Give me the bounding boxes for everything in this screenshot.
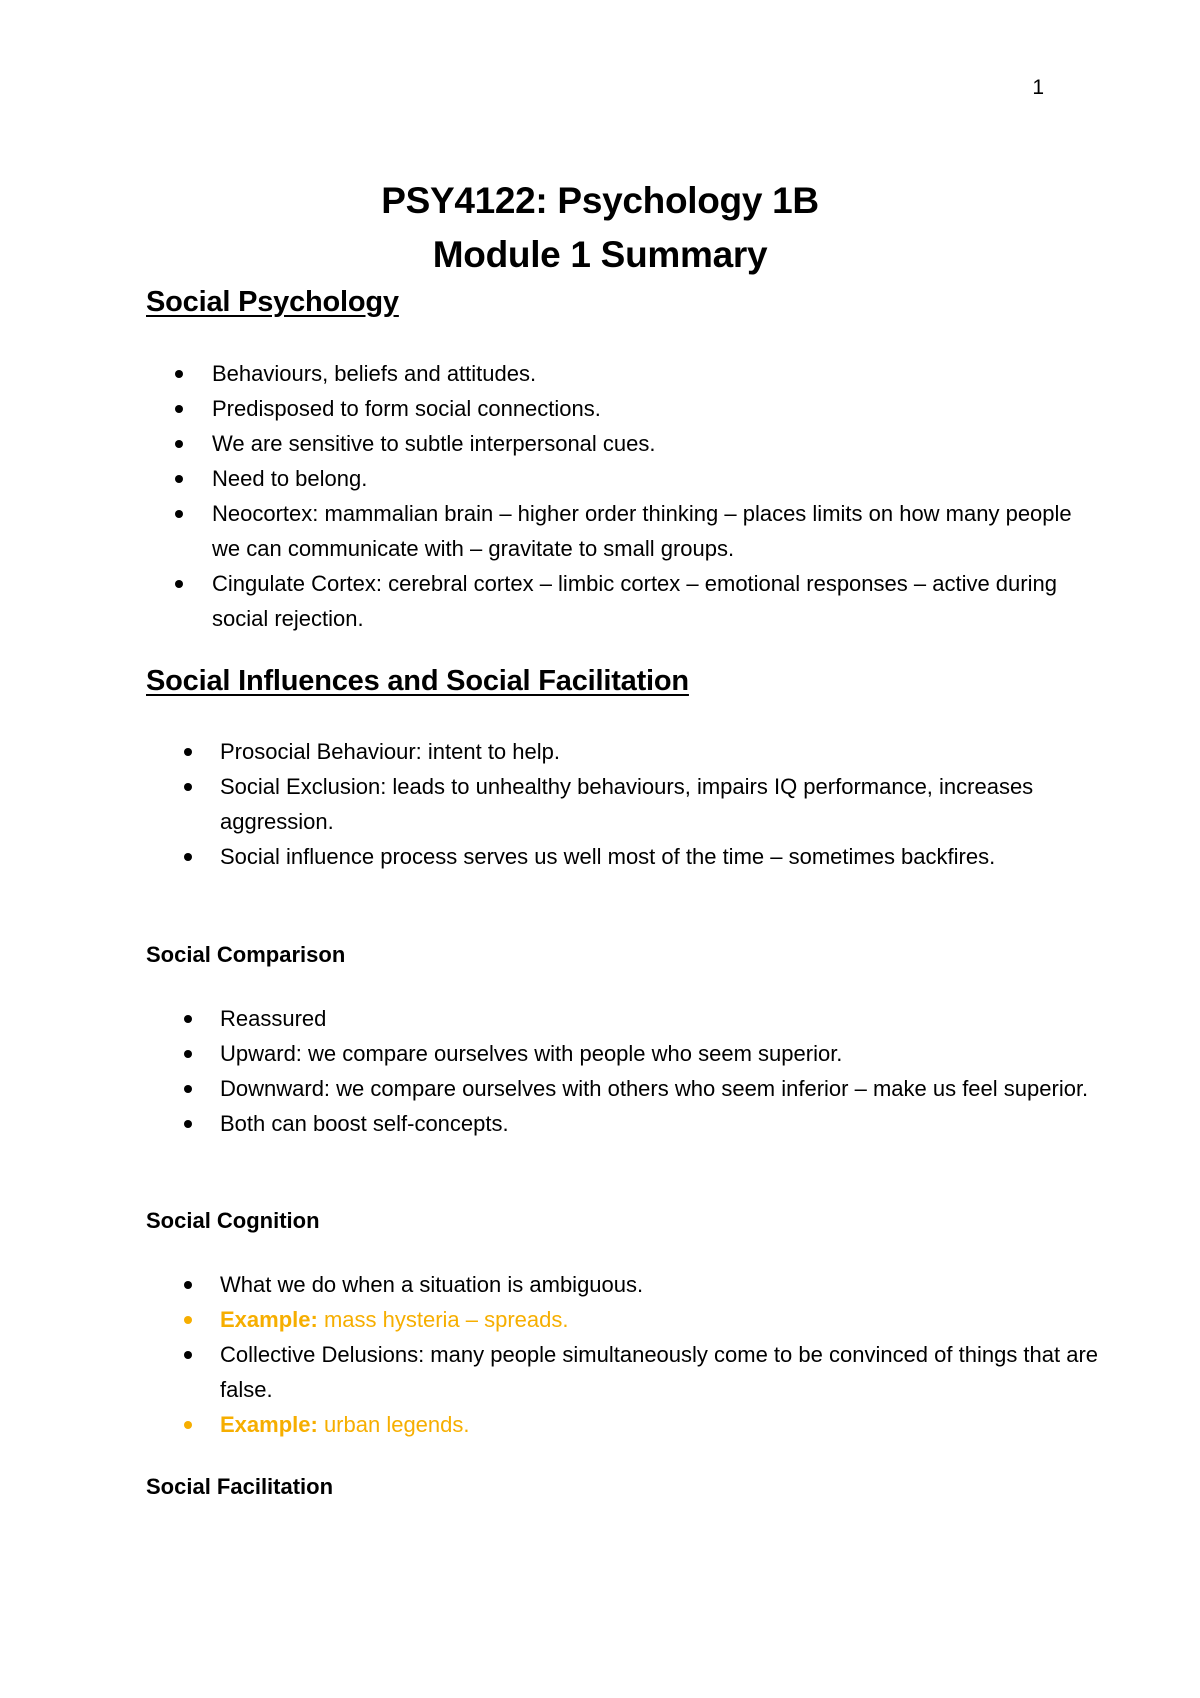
list-item: Prosocial Behaviour: intent to help. bbox=[220, 734, 1100, 769]
social-comparison-list bbox=[220, 1001, 1100, 1141]
list-item: Social Exclusion: leads to unhealthy behaviours, impairs IQ performance, increases aggression. bbox=[220, 769, 1100, 839]
page-number: 1 bbox=[1032, 76, 1044, 99]
example-label: Example: bbox=[220, 1307, 318, 1332]
bullet-icon bbox=[184, 1281, 192, 1289]
example-label: Example: bbox=[220, 1412, 318, 1437]
list-item: Behaviours, beliefs and attitudes. bbox=[212, 356, 1092, 391]
bullet-icon bbox=[184, 1421, 192, 1429]
social-cognition-list bbox=[220, 1267, 1100, 1442]
bullet-icon bbox=[184, 1351, 192, 1359]
bullet-icon bbox=[175, 440, 183, 448]
example-item: Example: urban legends. bbox=[220, 1407, 1100, 1442]
list-item: Predisposed to form social connections. bbox=[212, 391, 1092, 426]
bullet-icon bbox=[175, 405, 183, 413]
social-psychology-list bbox=[212, 356, 1092, 636]
document-subtitle: Module 1 Summary bbox=[432, 234, 768, 275]
bullet-icon bbox=[175, 510, 183, 518]
list-item: Collective Delusions: many people simultaneously come to be convinced of things that are false. bbox=[220, 1337, 1100, 1407]
bullet-icon bbox=[175, 580, 183, 588]
bullet-icon bbox=[175, 370, 183, 378]
list-item: Need to belong. bbox=[212, 461, 1092, 496]
bullet-icon bbox=[175, 475, 183, 483]
list-item: Reassured bbox=[220, 1001, 1100, 1036]
bullet-icon bbox=[184, 748, 192, 756]
bullet-icon bbox=[184, 1316, 192, 1324]
bullet-icon bbox=[184, 1015, 192, 1023]
social-influences-list bbox=[220, 734, 1100, 874]
section-heading-social-psychology: Social Psychology bbox=[146, 286, 399, 318]
bullet-icon bbox=[184, 1120, 192, 1128]
list-item: Neocortex: mammalian brain – higher order thinking – places limits on how many people we can communicate with – gravitate to small groups. bbox=[212, 496, 1092, 566]
subheading-social-cognition: Social Cognition bbox=[146, 1208, 320, 1233]
bullet-icon bbox=[184, 1085, 192, 1093]
subheading-social-facilitation: Social Facilitation bbox=[146, 1474, 334, 1499]
section-heading-social-influences: Social Influences and Social Facilitation bbox=[146, 665, 689, 697]
document-title: PSY4122: Psychology 1B bbox=[381, 180, 819, 221]
list-item: We are sensitive to subtle interpersonal cues. bbox=[212, 426, 1092, 461]
list-item: Cingulate Cortex: cerebral cortex – limbic cortex – emotional responses – active during social rejection. bbox=[212, 566, 1092, 636]
list-item: Both can boost self-concepts. bbox=[220, 1106, 1100, 1141]
bullet-icon bbox=[184, 853, 192, 861]
list-item: Upward: we compare ourselves with people who seem superior. bbox=[220, 1036, 1100, 1071]
example-item: Example: mass hysteria – spreads. bbox=[220, 1302, 1100, 1337]
subheading-social-comparison: Social Comparison bbox=[146, 942, 346, 967]
bullet-icon bbox=[184, 783, 192, 791]
list-item: What we do when a situation is ambiguous. bbox=[220, 1267, 1100, 1302]
list-item: Downward: we compare ourselves with others who seem inferior – make us feel superior. bbox=[220, 1071, 1100, 1106]
list-item: Social influence process serves us well most of the time – sometimes backfires. bbox=[220, 839, 1100, 874]
bullet-icon bbox=[184, 1050, 192, 1058]
